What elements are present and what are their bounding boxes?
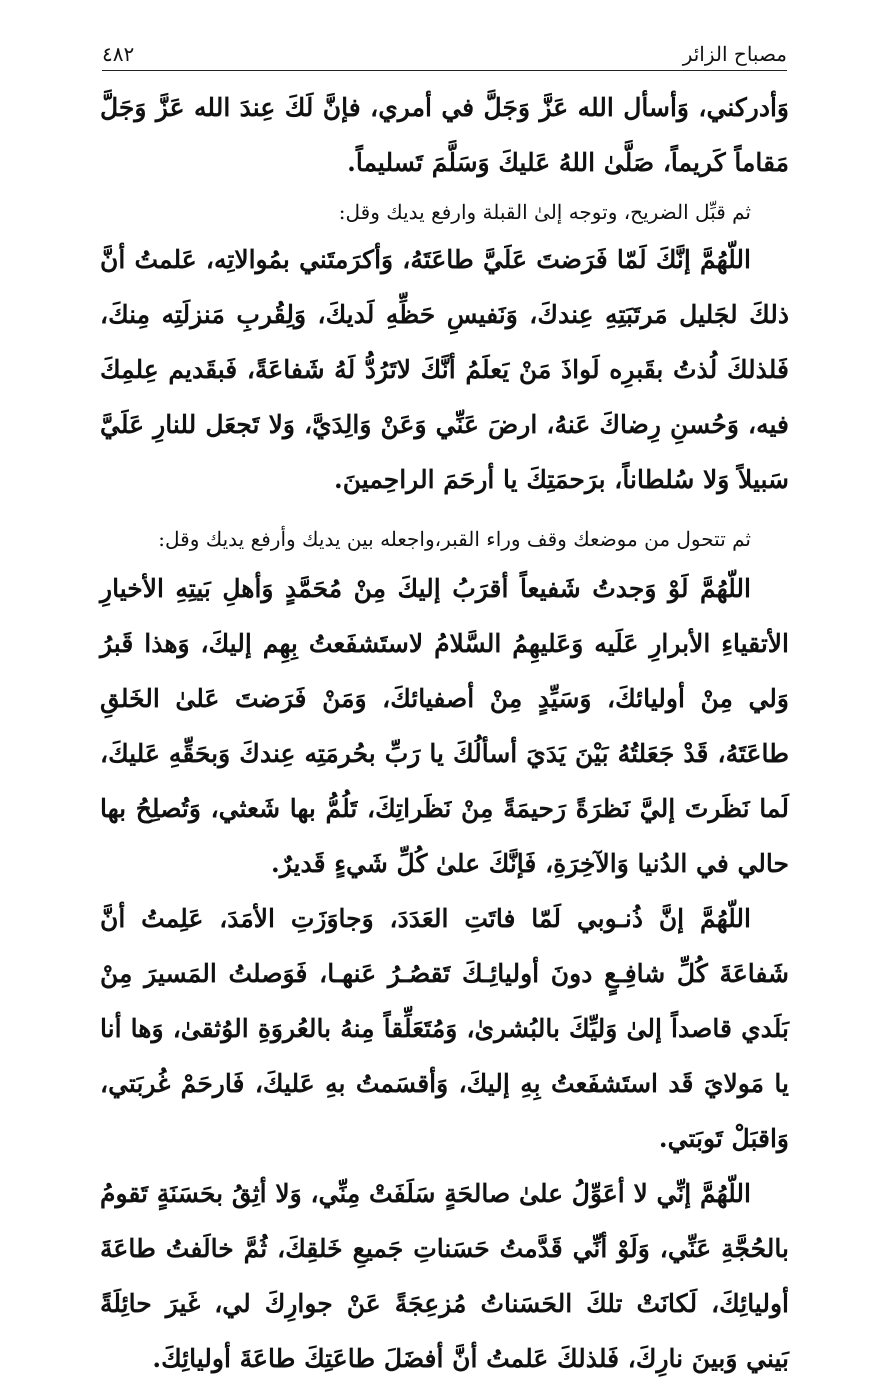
prayer-paragraph: وَأدركني، وَأسأل الله عَزَّ وَجَلَّ في أمري، فإنَّ لَكَ عِندَ الله عَزَّ وَجَلَّ مَقاماً كَريماً، صَلَّىٰ اللهُ عَليكَ وَسَلَّمَ تَسليماً. bbox=[100, 93, 789, 177]
page-header bbox=[102, 38, 787, 66]
page-number: ٤٨٢ bbox=[102, 42, 135, 66]
prayer-paragraph: اللّهُمَّ إنَّكَ لَمّا فَرَضتَ عَلَيَّ طاعَتَهُ، وَأكرَمتَني بمُوالاتِه، عَلمتُ أنَّ ذلكَ لجَليل مَرتَبَتِهِ عِندكَ، وَنَفيسِ حَظِّهِ لَديكَ، وَلِقُربِ مَنزلَتِه مِنكَ، فَلذلكَ لُذتُ بقَبرِه لَواذَ مَنْ يَعلَمُ أنَّكَ لاتَرُدُّ لَهُ شَفاعَةً، فَبقَديم عِلمِكَ فيه، وَحُسنِ رِضاكَ عَنهُ، ارضَ عَنِّي وَعَنْ وَالِدَيَّ، وَلا تَجعَل للنارِ عَلَيَّ سَبيلاً وَلا سُلطاناً، برَحمَتِكَ يا أرحَمَ الراحِمينَ. bbox=[100, 245, 789, 494]
page-body bbox=[100, 80, 789, 1386]
running-title: مصباح الزائر bbox=[682, 42, 787, 66]
header-rule bbox=[102, 70, 787, 71]
instruction-paragraph: ثم تتحول من موضعك وقف وراء القبر،واجعله بين يديك وأرفع يديك وقل: bbox=[158, 527, 751, 551]
prayer-paragraph: اللّهُمَّ إنَّ ذُنـوبي لَمّا فاتَتِ العَدَدَ، وَجاوَزَتِ الأمَدَ، عَلِمتُ أنَّ شَفاعَةَ كُلِّ شافِـعٍ دونَ أوليائِـكَ تَقصُـرُ عَنهـا، فَوَصلتُ المَسيرَ مِنْ بَلَدي قاصداً إلىٰ وَليِّكَ بالبُشرىٰ، وَمُتَعَلِّقاً مِنهُ بالعُروَةِ الوُثقىٰ، وَها أنا يا مَولايَ قَد استَشفَعتُ بِهِ إليكَ، وَأقسَمتُ بهِ عَليكَ، فَارحَمْ غُربَتي، وَاقبَلْ تَوبَتي. bbox=[100, 904, 789, 1153]
instruction-paragraph: ثم قبِّل الضريح، وتوجه إلىٰ القبلة وارفع يديك وقل: bbox=[338, 200, 751, 224]
prayer-paragraph: اللّهُمَّ إنِّي لا أعَوِّلُ علىٰ صالحَةٍ سَلَفَتْ مِنِّي، وَلا أثِقُ بحَسَنَةٍ تَقومُ بالحُجَّةِ عَنِّي، وَلَوْ أنِّي قَدَّمتُ حَسَناتِ جَميعِ خَلقِكَ، ثُمَّ خالَفتُ طاعَةَ أوليائِكَ، لَكانَتْ تلكَ الحَسَناتُ مُزعِجَةً عَنْ جوارِكَ لي، غَيرَ حائِلَةً بَيني وَبينَ نارِكَ، فَلذلكَ عَلمتُ أنَّ أفضَلَ طاعَتِكَ طاعَةَ أوليائِكَ. bbox=[100, 1179, 789, 1373]
prayer-paragraph: اللّهُمَّ لَوْ وَجدتُ شَفيعاً أقرَبُ إليكَ مِنْ مُحَمَّدٍ وَأهلِ بَيتِهِ الأخيارِ الأتقياءِ الأبرارِ عَلَيه وَعَليهِمُ السَّلامُ لاستَشفَعتُ بِهِم إليكَ، وَهذا قَبرُ وَلي مِنْ أوليائكَ، وَسَيِّدٍ مِنْ أصفيائكَ، وَمَنْ فَرَضتَ عَلىٰ الخَلقِ طاعَتَهُ، قَدْ جَعَلتُهُ بَيْنَ يَدَيَ أسألُكَ يا رَبِّ بحُرمَتِه عِندكَ وَبحَقِّهِ عَليكَ، لَما نَظَرتَ إليَّ نَظرَةً رَحيمَةً مِنْ نَظَراتِكَ، تَلُمُّ بها شَعثي، وَتُصلِحُ بها حالي في الدُنيا وَالآخِرَةِ، فَإنَّكَ علىٰ كُلِّ شَيءٍ قَديرٌ. bbox=[100, 574, 789, 878]
